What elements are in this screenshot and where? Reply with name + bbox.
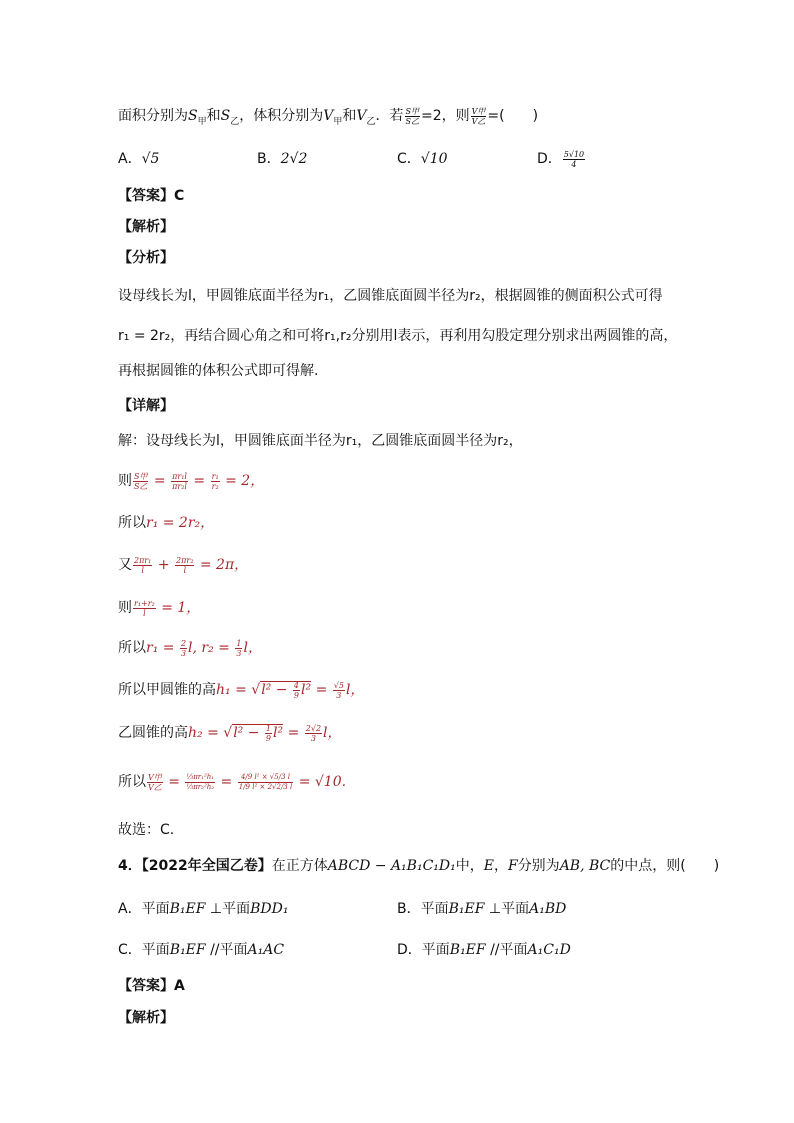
- option-b: B．2√2: [257, 151, 308, 167]
- analysis-line-1: 设母线长为l，甲圆锥底面半径为r₁，乙圆锥底面圆半径为r₂，根据圆锥的侧面积公式可得: [118, 288, 663, 304]
- fraction: $\frac{\text{S甲}}{\text{S乙}}$: [405, 106, 419, 126]
- math-sub: 乙: [230, 116, 240, 127]
- math-s: S: [220, 108, 231, 124]
- q4-option-b: B．平面B₁EF ⊥平面A₁BD: [397, 901, 567, 917]
- fraction: $\frac{\text{V甲}}{\text{V乙}}$: [471, 106, 486, 126]
- step-1: 解：设母线长为l，甲圆锥底面半径为r₁，乙圆锥底面圆半径为r₂，: [118, 433, 523, 449]
- q4-option-d: D．平面B₁EF //平面A₁C₁D: [397, 942, 571, 958]
- xiangjie-label: 【详解】: [118, 398, 174, 414]
- stem-text: =( ): [487, 108, 539, 124]
- step-3: 所以r₁ = 2r₂，: [118, 515, 215, 531]
- stem-text: =2，则: [420, 108, 470, 124]
- step-9: 所以 $\frac{\text{V甲}}{\text{V乙}}$ = $\frac{\text{⅓πr₁²h₁}}{\text{⅓πr₂²h₂}}$ = $\frac{\text{4/9 l² × √5/3 l}}{\text{1/9 l² × 2√2/3 l}}$ = √10.: [118, 772, 347, 792]
- step-6: 所以r₁ = $\frac{2}{3}$ l, r₂ = $\frac{1}{3}$ l，: [118, 638, 262, 658]
- q4-answer-label: 【答案】A: [118, 978, 185, 994]
- stem-text: ，体积分别为: [239, 108, 324, 124]
- stem-text: 和: [206, 108, 221, 124]
- math-s: S: [188, 108, 198, 124]
- math-sub: 甲: [197, 116, 207, 127]
- q4-jiexi-label: 【解析】: [118, 1010, 174, 1026]
- stem-text: ．若: [375, 108, 404, 124]
- step-5: 则 $\frac{\text{r₁+r₂}}{l}$ = 1，: [118, 598, 201, 618]
- math-sub: 甲: [333, 116, 343, 127]
- stem-text: 面积分别为: [118, 108, 188, 124]
- math-sub: 乙: [366, 116, 376, 127]
- analysis-line-2: r₁ = 2r₂，再结合圆心角之和可将r₁,r₂分别用l表示，再利用勾股定理分别求出两圆锥的高，: [118, 328, 678, 344]
- fraction: $\frac{5√10}{4}$: [563, 149, 585, 169]
- math-v: V: [356, 108, 367, 124]
- math-v: V: [323, 108, 334, 124]
- analysis-line-3: 再根据圆锥的体积公式即可得解.: [118, 363, 319, 379]
- q4-option-a: A．平面B₁EF ⊥平面BDD₁: [118, 901, 289, 917]
- stem-text: 和: [342, 108, 357, 124]
- question-4-stem: 4．【2022年全国乙卷】在正方体ABCD − A₁B₁C₁D₁中，E，F分别为AB, BC的中点，则( ): [118, 858, 720, 874]
- step-8: 乙圆锥的高h₂ = √l² − $\frac{1}{9}$ l² = $\frac{2√2}{3}$ l，: [118, 723, 342, 743]
- q4-option-c: C．平面B₁EF //平面A₁AC: [118, 942, 285, 958]
- step-4: 又 $\frac{\text{2πr₁}}{l}$ + $\frac{\text{2πr₂}}{l}$ = 2π，: [118, 555, 249, 575]
- option-a: A．√5: [118, 151, 160, 167]
- jiexi-label: 【解析】: [118, 219, 174, 235]
- question-stem: [118, 106, 538, 132]
- fenxi-label: 【分析】: [118, 250, 174, 266]
- option-c: C．√10: [397, 151, 448, 167]
- option-d: D． $\frac{5√10}{4}$: [537, 149, 585, 169]
- step-2: 则 $\frac{\text{S甲}}{\text{S乙}}$ = $\frac{\text{πr₁l}}{\text{πr₂l}}$ = $\frac{\text{r₁}}{\text{r₂}}$ = 2，: [118, 471, 265, 491]
- step-10: 故选：C.: [118, 822, 175, 838]
- answer-label: 【答案】C: [118, 188, 185, 204]
- step-7: 所以甲圆锥的高h₁ = √l² − $\frac{4}{9}$ l² = $\frac{√5}{3}$ l，: [118, 680, 365, 700]
